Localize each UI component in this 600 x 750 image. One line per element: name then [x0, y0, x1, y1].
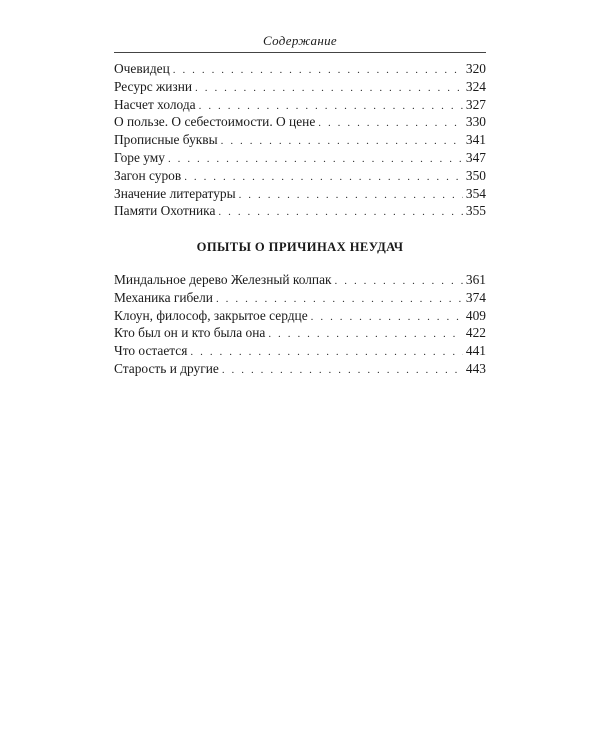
- toc-entry-title: Прописные буквы: [114, 132, 218, 148]
- dot-leader: [221, 133, 463, 151]
- toc-entry-title: Ресурс жизни: [114, 78, 193, 94]
- dot-leader: [318, 115, 463, 133]
- toc-entry: [114, 60, 486, 78]
- toc-entry-title: Насчет холода: [114, 96, 196, 112]
- toc-entry-page: 443: [465, 360, 486, 376]
- toc-entry-page: 330: [465, 114, 486, 130]
- toc-entry-page: 361: [465, 272, 486, 287]
- dot-leader: [195, 80, 463, 98]
- toc-entry: [114, 113, 486, 131]
- dot-leader: [173, 62, 463, 80]
- toc-entry: [114, 96, 486, 114]
- section-heading: ОПЫТЫ О ПРИЧИНАХ НЕУДАЧ: [196, 240, 404, 254]
- dot-leader: [311, 309, 463, 327]
- toc-entry: [114, 131, 486, 149]
- dot-leader: [218, 204, 462, 222]
- dot-leader: [268, 326, 463, 344]
- toc-entry-title: Значение литературы: [114, 185, 236, 201]
- toc-entry-title: Загон суров: [114, 167, 182, 183]
- toc-entry: [114, 149, 486, 167]
- toc-entry-title: Что остается: [114, 343, 188, 359]
- toc-entry-title: Старость и другие: [114, 360, 219, 376]
- toc-entry: [114, 307, 486, 325]
- toc-entry-page: 422: [465, 325, 486, 341]
- toc-entry-title: Горе уму: [114, 149, 165, 165]
- toc-entry-page: 441: [465, 343, 486, 359]
- running-head: Содержание: [263, 33, 337, 48]
- header-rule: [114, 52, 486, 53]
- toc-entry: [114, 271, 486, 289]
- toc-entry: [114, 78, 486, 96]
- toc-entry: [114, 185, 486, 203]
- toc-entry-page: 409: [465, 307, 486, 323]
- toc-entry: [114, 360, 486, 378]
- toc-entry-page: 374: [465, 289, 486, 305]
- toc-entry-title: Клоун, философ, закрытое сердце: [114, 307, 308, 323]
- toc-entry: [114, 202, 486, 220]
- toc-entry-page: 347: [465, 149, 486, 165]
- toc-entry-title: Очевидец: [114, 61, 170, 76]
- toc-entry-title: Механика гибели: [114, 289, 213, 305]
- toc-entry-page: 350: [465, 167, 486, 183]
- toc-entry: [114, 167, 486, 185]
- toc-entry: [114, 324, 486, 342]
- dot-leader: [168, 151, 463, 169]
- toc-entry-page: 324: [465, 78, 486, 94]
- toc-entry-page: 341: [465, 132, 486, 148]
- toc-entry-title: О пользе. О себестоимости. О цене: [114, 114, 316, 130]
- toc-entry-page: 327: [465, 96, 486, 112]
- toc-entry-title: Кто был он и кто была она: [114, 325, 266, 341]
- dot-leader: [190, 344, 462, 362]
- dot-leader: [335, 273, 463, 291]
- toc-entry-page: 355: [465, 203, 486, 219]
- toc-list: [114, 60, 486, 220]
- toc-entry-title: Миндальное дерево Железный колпак: [114, 272, 332, 287]
- dot-leader: [222, 362, 463, 380]
- toc-entry: [114, 289, 486, 307]
- toc-entry-page: 320: [465, 61, 486, 76]
- toc-entry-title: Памяти Охотника: [114, 203, 216, 219]
- toc-entry-page: 354: [465, 185, 486, 201]
- toc-list: [114, 271, 486, 378]
- toc-entry: [114, 342, 486, 360]
- dot-leader: [239, 187, 463, 205]
